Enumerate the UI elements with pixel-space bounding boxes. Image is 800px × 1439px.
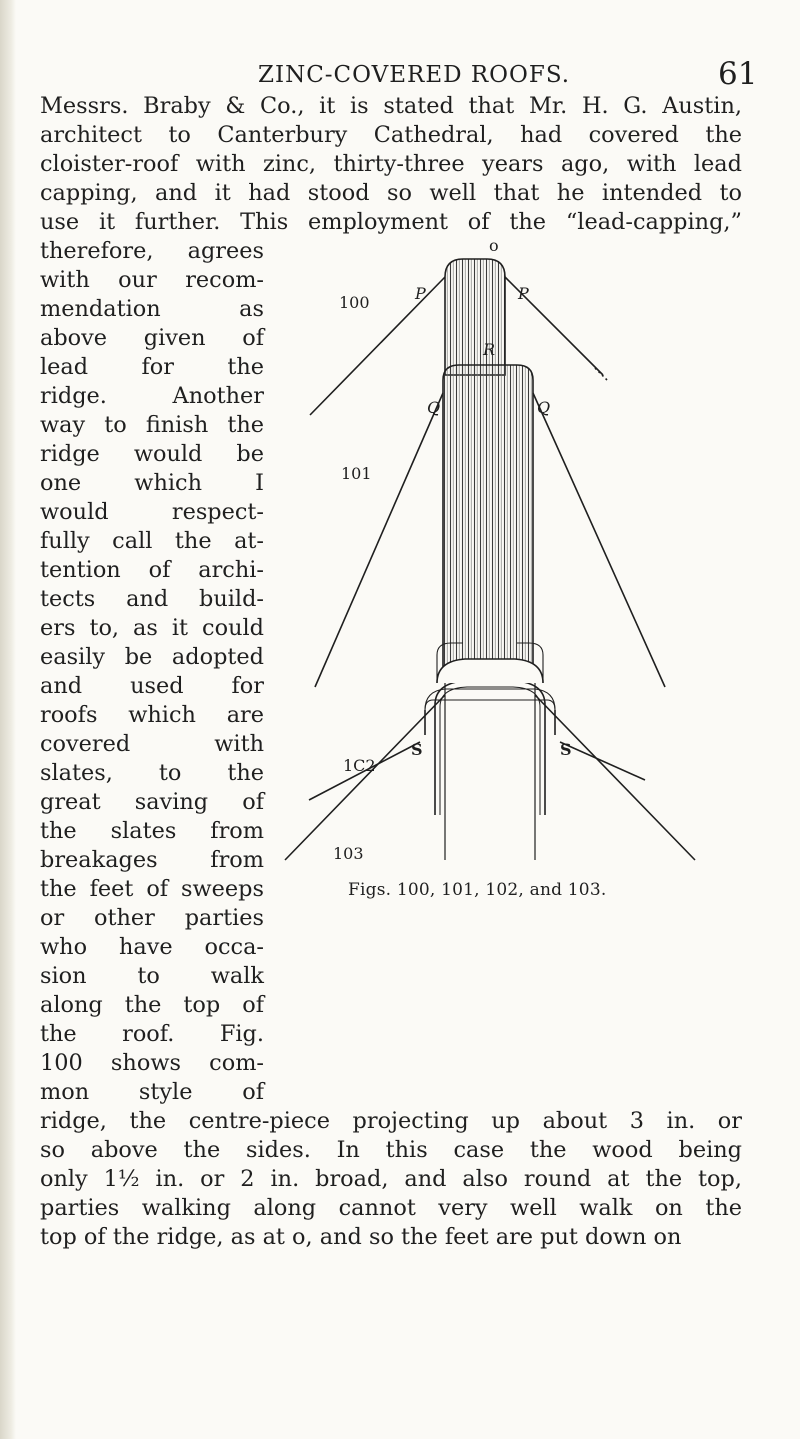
text-line: ridge would be xyxy=(40,441,264,467)
text-line: 100 shows com- xyxy=(40,1050,264,1076)
label-s-left: S xyxy=(411,740,423,759)
text-line: breakages from xyxy=(40,847,264,873)
text-line: easily be adopted xyxy=(40,644,264,670)
label-r: R xyxy=(483,340,496,359)
text-line: the roof. Fig. xyxy=(40,1021,264,1047)
fig-number-100: 100 xyxy=(339,293,370,312)
text-line: way to finish the xyxy=(40,412,264,438)
text-line: sion to walk xyxy=(40,963,264,989)
text-line: or other parties xyxy=(40,905,264,931)
text-line: mon style of xyxy=(40,1079,264,1105)
fig-number-103: 103 xyxy=(333,844,364,863)
text-line: the slates from xyxy=(40,818,264,844)
text-line: ers to, as it could xyxy=(40,615,264,641)
label-q-left: Q xyxy=(427,398,441,417)
text-line: with our recom- xyxy=(40,267,264,293)
text-line: so above the sides. In this case the wood being xyxy=(40,1137,742,1163)
text-line: one which I xyxy=(40,470,264,496)
text-line: use it further. This employment of the “lead-capping,” xyxy=(40,209,742,235)
fig-number-102: 1C2 xyxy=(343,756,376,775)
text-line: great saving of xyxy=(40,789,264,815)
text-line: who have occa- xyxy=(40,934,264,960)
fig-number-101: 101 xyxy=(341,464,372,483)
running-head: ZINC-COVERED ROOFS. xyxy=(258,62,571,88)
text-line: ridge, the centre-piece projecting up about 3 in. or xyxy=(40,1108,742,1134)
label-q-right: Q xyxy=(537,398,551,417)
figure-caption: Figs. 100, 101, 102, and 103. xyxy=(348,880,607,900)
label-s-right: S xyxy=(560,740,572,759)
text-line: mendation as xyxy=(40,296,264,322)
text-line: the feet of sweeps xyxy=(40,876,264,902)
text-line: fully call the at- xyxy=(40,528,264,554)
label-o: o xyxy=(489,236,499,255)
text-line: above given of xyxy=(40,325,264,351)
text-line: Messrs. Braby & Co., it is stated that Mr. H. G. Austin, xyxy=(40,93,742,119)
text-line: tention of archi- xyxy=(40,557,264,583)
text-line: covered with xyxy=(40,731,264,757)
text-line: ridge. Another xyxy=(40,383,264,409)
page-number: 61 xyxy=(718,56,758,92)
text-line: therefore, agrees xyxy=(40,238,264,264)
ridge-figures xyxy=(275,236,795,865)
text-line: cloister-roof with zinc, thirty-three years ago, with lead xyxy=(40,151,742,177)
page-edge-shadow xyxy=(0,0,16,1439)
text-line: roofs which are xyxy=(40,702,264,728)
label-p-left: P xyxy=(415,284,426,303)
text-line: and used for xyxy=(40,673,264,699)
text-line: capping, and it had stood so well that he intended to xyxy=(40,180,742,206)
figure-102 xyxy=(309,681,645,815)
text-line: would respect- xyxy=(40,499,264,525)
text-line: parties walking along cannot very well walk on the xyxy=(40,1195,742,1221)
text-line: architect to Canterbury Cathedral, had covered the xyxy=(40,122,742,148)
figure-101 xyxy=(315,365,665,687)
text-line: top of the ridge, as at o, and so the feet are put down on xyxy=(40,1224,682,1250)
text-line: lead for the xyxy=(40,354,264,380)
label-p-right: P xyxy=(518,284,529,303)
text-line: slates, to the xyxy=(40,760,264,786)
text-line: tects and build- xyxy=(40,586,264,612)
text-line: along the top of xyxy=(40,992,264,1018)
text-line: only 1½ in. or 2 in. broad, and also round at the top, xyxy=(40,1166,742,1192)
